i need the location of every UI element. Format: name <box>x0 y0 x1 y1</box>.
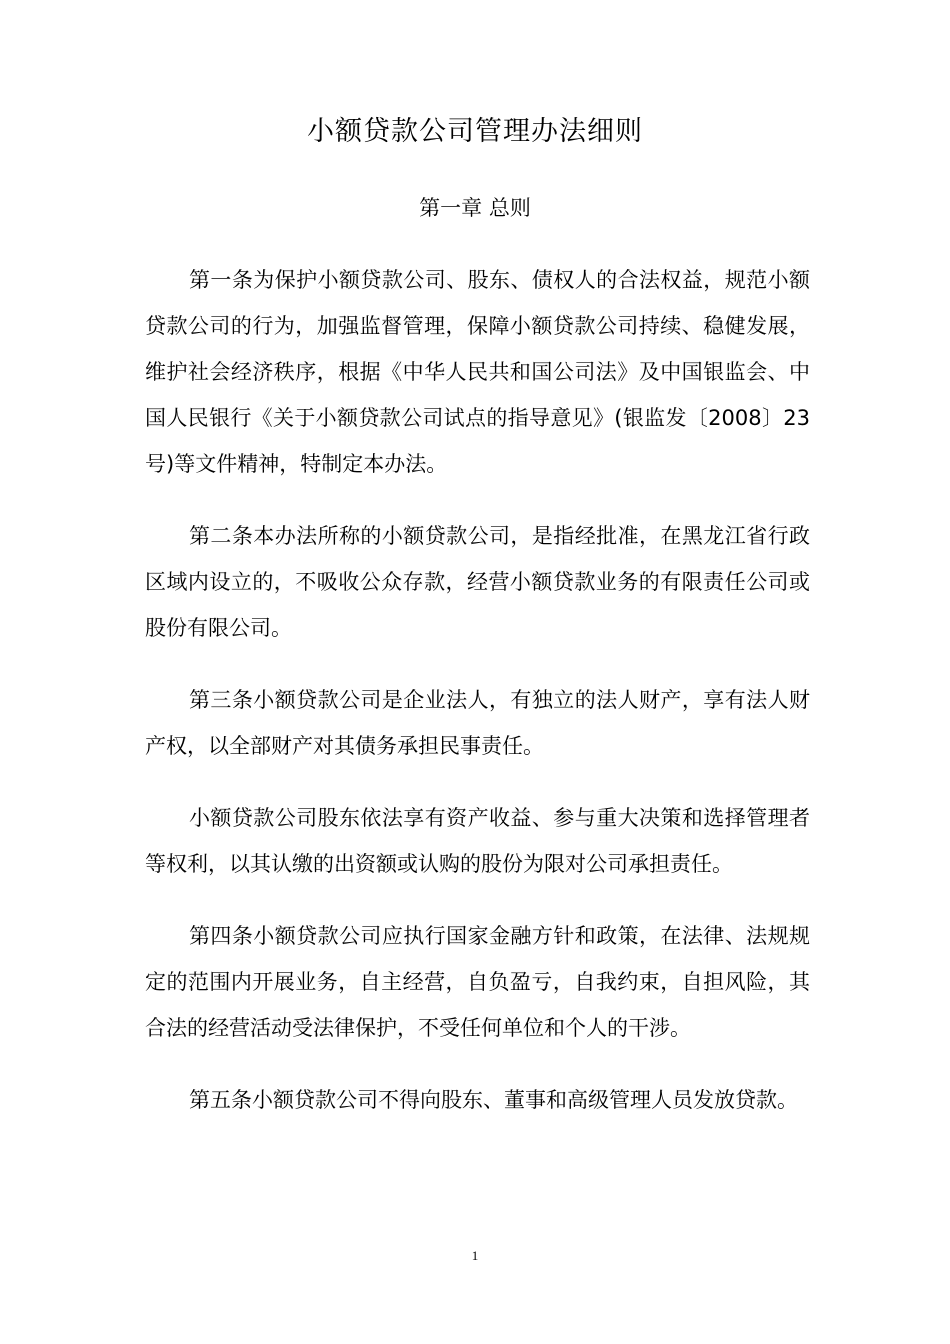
article-3-paragraph: 第三条小额贷款公司是企业法人，有独立的法人财产，享有法人财产权，以全部财产对其债务承担民事责任。 <box>145 688 810 758</box>
article-4-paragraph: 第四条小额贷款公司应执行国家金融方针和政策，在法律、法规规定的范围内开展业务，自主经营，自负盈亏，自我约束，自担风险，其合法的经营活动受法律保护，不受任何单位和个人的干涉。 <box>145 924 810 1040</box>
document-body <box>145 257 810 1149</box>
article-5-paragraph: 第五条小额贷款公司不得向股东、董事和高级管理人员发放贷款。 <box>189 1088 798 1112</box>
chapter-heading: 第一章 总则 <box>419 196 531 220</box>
article-1-paragraph: 第一条为保护小额贷款公司、股东、债权人的合法权益，规范小额贷款公司的行为，加强监督管理，保障小额贷款公司持续、稳健发展，维护社会经济秩序，根据《中华人民共和国公司法》及中国银监会、中国人民银行《关于小额贷款公司试点的指导意见》(银监发〔2008〕23号)等文件精神，特制定本办法。 <box>145 268 810 476</box>
article-2-paragraph: 第二条本办法所称的小额贷款公司，是指经批准，在黑龙江省行政区域内设立的，不吸收公众存款，经营小额贷款业务的有限责任公司或股份有限公司。 <box>145 524 810 640</box>
page-number: 1 <box>471 1248 479 1263</box>
shareholder-rights-paragraph: 小额贷款公司股东依法享有资产收益、参与重大决策和选择管理者等权利，以其认缴的出资额或认购的股份为限对公司承担责任。 <box>145 806 810 876</box>
document-title: 小额贷款公司管理办法细则 <box>307 116 643 147</box>
